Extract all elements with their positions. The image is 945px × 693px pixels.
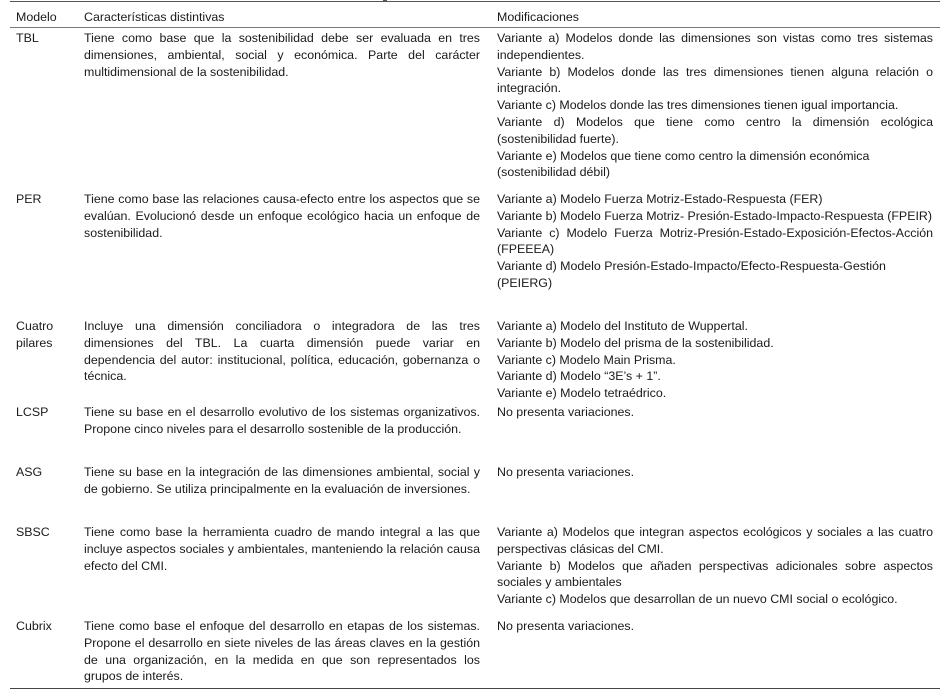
row-features: Tiene su base en la integración de las dimensiones ambiental, social y de gobierno. Se utiliza principalmente en la evaluación de inversiones. <box>84 465 480 496</box>
bottom-rule <box>10 688 940 689</box>
row-model: Cuatro pilares <box>16 319 54 350</box>
modification-item: No presenta variaciones. <box>497 619 635 633</box>
row-modifications <box>497 524 933 608</box>
modification-item: Variante d) Modelos que tiene como centro la dimensión ecológica (sostenibilidad fuerte). <box>497 114 933 146</box>
modification-item: Variante a) Modelos que integran aspectos ecológicos y sociales a las cuatro perspectivas clásicas del CMI. <box>497 525 933 556</box>
modification-item: Variante b) Modelos donde las tres dimensiones tienen alguna relación o integración. <box>497 64 933 96</box>
modification-item: Variante b) Modelo Fuerza Motriz- Presión-Estado-Impacto-Respuesta (FPEIR) <box>497 208 932 223</box>
row-modifications <box>497 618 933 635</box>
modification-item: No presenta variaciones. <box>497 465 635 479</box>
modification-item: Variante d) Modelo “3E’s + 1”. <box>497 369 661 384</box>
top-rule <box>10 1 940 2</box>
row-modifications <box>497 191 933 292</box>
modification-item: Variante b) Modelos que añaden perspectivas adicionales sobre aspectos sociales y ambientales <box>497 558 933 590</box>
row-features: Tiene como base las relaciones causa-efecto entre los aspectos que se evalúan. Evolucionó desde un enfoque ecológico hacia un enfoque de sostenibilidad. <box>84 192 480 240</box>
row-features: Tiene como base que la sostenibilidad debe ser evaluada en tres dimensiones, ambiental, social y económica. Parte del carácter multidimensional de la sostenibilidad. <box>84 31 480 79</box>
modification-item: Variante e) Modelo tetraédrico. <box>497 386 667 401</box>
modification-item: Variante b) Modelo del prisma de la sostenibilidad. <box>497 335 774 350</box>
row-model: SBSC <box>16 525 50 539</box>
row-features: Tiene su base en el desarrollo evolutivo de los sistemas organizativos. Propone cinco niveles para el desarrollo sostenible de la producción. <box>84 405 480 436</box>
header-model: Modelo <box>16 10 57 24</box>
row-features: Tiene como base el enfoque del desarrollo en etapas de los sistemas. Propone el desarrollo en siete niveles de las áreas claves en la gestión de una organización, en la medida en que son representados los grupos de interés. <box>84 619 480 684</box>
row-features: Tiene como base la herramienta cuadro de mando integral a las que incluye aspectos sociales y ambientales, manteniendo la relación causa efecto del CMI. <box>84 525 480 573</box>
row-model: Cubrix <box>16 619 52 633</box>
modification-item: Variante a) Modelos donde las dimensiones son vistas como tres sistemas independientes. <box>497 31 933 62</box>
modification-item: Variante c) Modelos donde las tres dimensiones tienen igual importancia. <box>497 98 899 113</box>
top-rule-mark <box>383 0 387 2</box>
row-model: ASG <box>16 465 43 479</box>
modification-item: Variante d) Modelo Presión-Estado-Impacto/Efecto-Respuesta-Gestión (PEIERG) <box>497 259 886 290</box>
header-features: Características distintivas <box>84 10 225 24</box>
row-features: Incluye una dimensión conciliadora o integradora de las tres dimensiones del TBL. La cuarta dimensión puede variar en dependencia del autor: institucional, política, educación, gobernanza o técnica. <box>84 319 480 384</box>
modification-item: Variante c) Modelo Main Prisma. <box>497 352 676 367</box>
modification-item: Variante c) Modelo Fuerza Motriz-Presión-Estado-Exposición-Efectos-Acción (FPEEEA) <box>497 225 933 257</box>
modification-item: Variante a) Modelo del Instituto de Wuppertal. <box>497 319 748 333</box>
row-modifications <box>497 318 933 402</box>
row-model: TBL <box>16 31 39 45</box>
row-model: PER <box>16 192 42 206</box>
row-modifications <box>497 30 933 181</box>
modification-item: Variante c) Modelos que desarrollan de un nuevo CMI social o ecológico. <box>497 592 898 607</box>
row-modifications <box>497 464 933 481</box>
modification-item: Variante e) Modelos que tiene como centro la dimensión económica (sostenibilidad débil) <box>497 148 870 180</box>
modification-item: Variante a) Modelo Fuerza Motriz-Estado-Respuesta (FER) <box>497 192 823 206</box>
table-header <box>10 7 940 28</box>
modification-item: No presenta variaciones. <box>497 405 635 419</box>
header-modifications: Modificaciones <box>497 10 579 24</box>
row-model: LCSP <box>16 405 49 419</box>
row-modifications <box>497 404 933 421</box>
